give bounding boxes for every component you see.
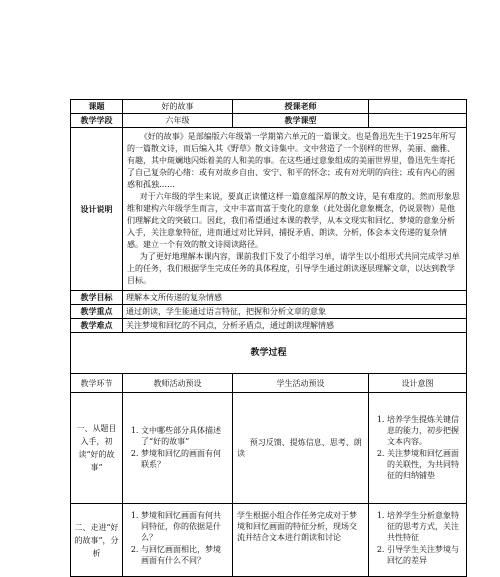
list-item: 2. 引导学生关注梦境与回忆的差异 — [387, 544, 462, 566]
description-text — [123, 128, 467, 291]
process-title-row — [71, 333, 467, 374]
list-item: 2. 关注梦境和回忆画面的关联性，为共同特征的归纳铺垫 — [387, 448, 462, 481]
teacher-activity-cell — [123, 504, 233, 577]
topic-value: 好的故事 — [123, 100, 233, 114]
design-intent-cell — [369, 504, 467, 577]
student-activity-text: 预习反馈、提炼信息、思考、朗读 — [237, 438, 362, 458]
difficulty-value: 关注梦境和回忆的不同点，分析矛盾点，通过朗读理解情感 — [123, 319, 467, 333]
design-intent-cell — [369, 393, 467, 504]
grade-value: 六年级 — [123, 114, 233, 128]
column-header-intent: 设计意图 — [369, 374, 467, 393]
grade-row — [71, 114, 467, 128]
table-row — [71, 393, 467, 504]
table-row — [71, 504, 467, 577]
step-cell: 二、走进“好的故事”，分析 — [71, 504, 123, 577]
step-cell: 一、从题目入手，初读“好的故事” — [71, 393, 123, 504]
focus-value: 通过朗读，学生能通过语言特征，把握和分析文章的意象 — [123, 305, 467, 319]
student-activity-cell — [233, 393, 369, 504]
teacher-label: 授课老师 — [233, 100, 369, 114]
difficulty-row — [71, 319, 467, 333]
student-activity-text: 学生根据小组合作任务完成对于梦境和回忆画面的特征分析，现场交流并结合文本进行朗读和讨论 — [237, 511, 357, 542]
column-header-step: 教学环节 — [71, 374, 123, 393]
topic-row — [71, 100, 467, 114]
grade-label: 教学学段 — [71, 114, 123, 128]
list-item: 1. 文中哪些部分具体描述了“好的故事” — [141, 425, 228, 447]
description-paragraph: 为了更好地理解本课内容，课前我们下发了小组学习单，请学生以小组形式共同完成学习单上的任务，我们根据学生完成任务的具体程度，引导学生通过朗读逐层理解文章，以达到教学目标。 — [127, 252, 460, 285]
lesson-plan-sheet — [70, 99, 466, 577]
list-item: 1. 培养学生分析意象特征的思考方式，关注共性特征 — [387, 510, 462, 543]
process-header-row — [71, 374, 467, 393]
process-title: 教学过程 — [71, 333, 467, 374]
focus-row — [71, 305, 467, 319]
goal-label: 教学目标 — [71, 291, 123, 305]
teacher-value — [369, 100, 467, 114]
lesson-plan-table — [70, 99, 467, 577]
type-label: 教学课型 — [233, 114, 369, 128]
description-row — [71, 128, 467, 291]
goal-value: 理解本文所传递的复杂情感 — [123, 291, 467, 305]
list-item: 2. 与回忆画面相比，梦境画面有什么不同？ — [141, 544, 228, 566]
description-label: 设计说明 — [71, 128, 123, 291]
column-header-teacher: 教师活动预设 — [123, 374, 233, 393]
list-item: 1. 梦境和回忆画面有何共同特征，你的依据是什么？ — [141, 510, 228, 543]
type-value — [369, 114, 467, 128]
focus-label: 教学重点 — [71, 305, 123, 319]
topic-label: 课题 — [71, 100, 123, 114]
student-activity-cell — [233, 504, 369, 577]
list-item: 1. 培养学生提炼关键信息的能力，初步把握文本内容。 — [387, 414, 462, 447]
goal-row — [71, 291, 467, 305]
difficulty-label: 教学难点 — [71, 319, 123, 333]
teacher-activity-cell — [123, 393, 233, 504]
column-header-student: 学生活动预设 — [233, 374, 369, 393]
description-paragraph: 《好的故事》是部编版六年级第一学期第六单元的一篇课文。也是鲁迅先生于1925年所写的一篇散文诗，而后编入其《野草》散文诗集中。文中营造了一个别样的世界，美丽、幽雅、有趣，其中斑斓地闪烁着美的人和美的事。在这些通过意象组成的美丽世界里，鲁迅先生寄托了自己复杂的心绪：或有对故乡自由、安宁、和平的怀念；或有对光明的向往；或有内心的困惑和孤独…… — [127, 132, 457, 189]
description-paragraph: 对于六年级的学生来说，要真正读懂这样一篇意蕴深厚的散文诗，是有难度的。然而形象思维和建构六年级学生而言，文中丰富而富于变化的意象（此处弱化意象概念，仍说景物）是他们理解此文的突破口。因此，我们希望通过本课的教学，从本文现实和回忆、梦境的意象分析入手，关注意象特征，进而通过对比异同，捕捉矛盾、朗读、分析，体会本文传递的复杂情感。建立一个有效的散文诗阅读路径。 — [127, 192, 460, 249]
list-item: 2. 梦境和回忆的画面有何联系？ — [141, 448, 228, 470]
